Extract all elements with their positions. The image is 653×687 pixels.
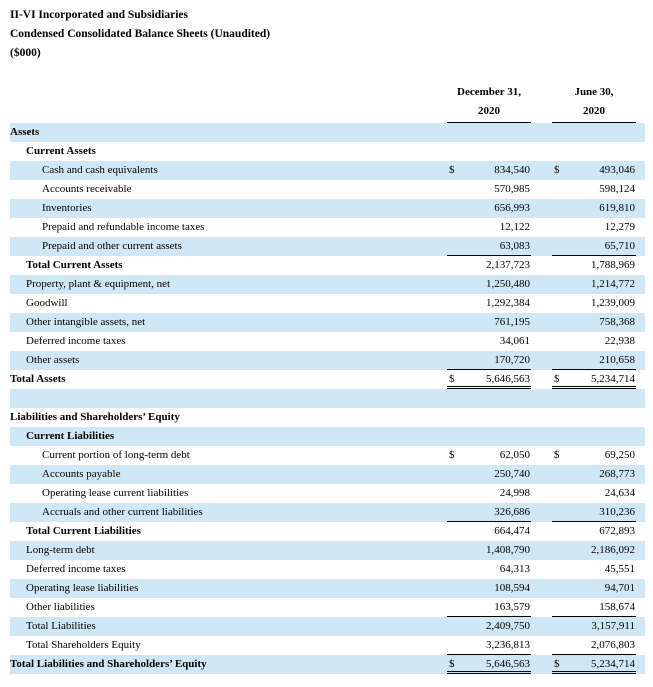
value-cell-jun-2020: [552, 275, 636, 294]
table-row: [0, 427, 653, 446]
row-label: Operating lease liabilities: [26, 582, 139, 594]
cell-value: 268,773: [599, 468, 635, 480]
row-label: Prepaid and refundable income taxes: [42, 221, 205, 233]
cell-value: 1,214,772: [591, 278, 635, 290]
table-row: [0, 541, 653, 560]
row-label: Operating lease current liabilities: [42, 487, 189, 499]
currency-symbol: $: [554, 164, 560, 176]
cell-value: 2,137,723: [486, 259, 530, 271]
cell-value: 22,938: [604, 335, 635, 347]
cell-value: 34,061: [499, 335, 530, 347]
table-row: [0, 313, 653, 332]
value-cell-jun-2020: [552, 617, 636, 636]
value-cell-dec-2020: [447, 579, 531, 598]
row-label: Deferred income taxes: [26, 335, 126, 347]
currency-symbol: $: [449, 373, 455, 385]
row-label: Other liabilities: [26, 601, 95, 613]
company-name: II-VI Incorporated and Subsidiaries: [10, 9, 188, 21]
value-cell-jun-2020: [552, 579, 636, 598]
value-cell-dec-2020: [447, 237, 531, 256]
table-row: [0, 465, 653, 484]
cell-value: 5,646,563: [486, 658, 530, 670]
row-label: Current portion of long-term debt: [42, 449, 190, 461]
cell-value: 250,740: [494, 468, 530, 480]
value-cell-jun-2020: [552, 503, 636, 522]
currency-symbol: $: [554, 373, 560, 385]
value-cell-dec-2020: [447, 199, 531, 218]
row-label: Cash and cash equivalents: [42, 164, 158, 176]
cell-value: 24,998: [499, 487, 530, 499]
value-cell-jun-2020: [552, 636, 636, 655]
cell-value: 758,368: [599, 316, 635, 328]
row-shading: [10, 389, 645, 408]
row-shading: [10, 351, 645, 370]
currency-symbol: $: [449, 658, 455, 670]
cell-value: 761,195: [494, 316, 530, 328]
row-label: Total Liabilities and Shareholders’ Equity: [10, 658, 207, 670]
value-cell-jun-2020: [552, 199, 636, 218]
table-row: [0, 522, 653, 541]
cell-value: 2,076,803: [591, 639, 635, 651]
row-label: Accounts payable: [42, 468, 121, 480]
table-row: [0, 142, 653, 161]
cell-value: 65,710: [604, 240, 635, 252]
row-label: Total Current Assets: [26, 259, 123, 271]
table-row: [0, 237, 653, 256]
table-row: [0, 218, 653, 237]
currency-symbol: $: [449, 449, 455, 461]
table-row: [0, 180, 653, 199]
row-shading: [10, 199, 645, 218]
value-cell-dec-2020: [447, 636, 531, 655]
table-row: [0, 598, 653, 617]
cell-value: 5,646,563: [486, 373, 530, 385]
cell-value: 493,046: [599, 164, 635, 176]
cell-value: 672,893: [599, 525, 635, 537]
value-cell-jun-2020: [552, 522, 636, 541]
table-row: [0, 294, 653, 313]
value-cell-jun-2020: [552, 332, 636, 351]
value-cell-dec-2020: [447, 446, 531, 465]
value-cell-dec-2020: [447, 370, 531, 389]
value-cell-jun-2020: [552, 465, 636, 484]
column-header-line1: December 31,: [457, 86, 521, 98]
table-row: [0, 256, 653, 275]
row-label: Inventories: [42, 202, 92, 214]
row-shading: [10, 617, 645, 636]
value-cell-jun-2020: [552, 370, 636, 389]
value-cell-jun-2020: [552, 237, 636, 256]
cell-value: 656,993: [494, 202, 530, 214]
table-row: [0, 579, 653, 598]
column-header-dec-2020: [447, 86, 531, 117]
cell-value: 12,279: [604, 221, 635, 233]
cell-value: 5,234,714: [591, 373, 635, 385]
table-row: [0, 617, 653, 636]
value-cell-dec-2020: [447, 484, 531, 503]
row-label: Goodwill: [26, 297, 68, 309]
value-cell-jun-2020: [552, 351, 636, 370]
value-cell-dec-2020: [447, 465, 531, 484]
cell-value: 94,701: [604, 582, 635, 594]
value-cell-dec-2020: [447, 560, 531, 579]
table-row: [0, 389, 653, 408]
row-label: Accruals and other current liabilities: [42, 506, 203, 518]
currency-symbol: $: [554, 449, 560, 461]
row-label: Liabilities and Shareholders’ Equity: [10, 411, 180, 423]
value-cell-dec-2020: [447, 256, 531, 275]
row-label: Assets: [10, 126, 40, 138]
row-label: Current Assets: [26, 145, 96, 157]
currency-symbol: $: [449, 164, 455, 176]
cell-value: 1,250,480: [486, 278, 530, 290]
cell-value: 45,551: [604, 563, 635, 575]
cell-value: 63,083: [499, 240, 530, 252]
value-cell-dec-2020: [447, 503, 531, 522]
row-label: Total Liabilities: [26, 620, 96, 632]
table-row: [0, 199, 653, 218]
value-cell-dec-2020: [447, 522, 531, 541]
value-cell-jun-2020: [552, 256, 636, 275]
value-cell-jun-2020: [552, 446, 636, 465]
table-row: [0, 408, 653, 427]
table-row: [0, 370, 653, 389]
cell-value: 598,124: [599, 183, 635, 195]
value-cell-dec-2020: [447, 617, 531, 636]
row-label: Other intangible assets, net: [26, 316, 146, 328]
row-shading: [10, 123, 645, 142]
table-row: [0, 655, 653, 674]
table-row: [0, 484, 653, 503]
table-row: [0, 161, 653, 180]
row-label: Property, plant & equipment, net: [26, 278, 171, 290]
table-row: [0, 560, 653, 579]
value-cell-jun-2020: [552, 560, 636, 579]
column-header-line2: 2020: [478, 105, 500, 117]
cell-value: 1,408,790: [486, 544, 530, 556]
value-cell-dec-2020: [447, 161, 531, 180]
cell-value: 1,292,384: [486, 297, 530, 309]
value-cell-dec-2020: [447, 218, 531, 237]
row-shading: [10, 541, 645, 560]
cell-value: 664,474: [494, 525, 530, 537]
value-cell-jun-2020: [552, 655, 636, 674]
value-cell-dec-2020: [447, 598, 531, 617]
currency-symbol: $: [554, 658, 560, 670]
cell-value: 163,579: [494, 601, 530, 613]
cell-value: 834,540: [494, 164, 530, 176]
value-cell-jun-2020: [552, 598, 636, 617]
table-row: [0, 123, 653, 142]
units-label: ($000): [10, 47, 41, 59]
cell-value: 1,788,969: [591, 259, 635, 271]
row-label: Deferred income taxes: [26, 563, 126, 575]
cell-value: 2,186,092: [591, 544, 635, 556]
cell-value: 12,122: [499, 221, 530, 233]
cell-value: 3,157,911: [591, 620, 635, 632]
value-cell-dec-2020: [447, 541, 531, 560]
value-cell-jun-2020: [552, 313, 636, 332]
value-cell-dec-2020: [447, 332, 531, 351]
value-cell-jun-2020: [552, 484, 636, 503]
value-cell-dec-2020: [447, 180, 531, 199]
row-label: Total Current Liabilities: [26, 525, 141, 537]
value-cell-jun-2020: [552, 218, 636, 237]
row-label: Long-term debt: [26, 544, 95, 556]
row-label: Total Shareholders Equity: [26, 639, 141, 651]
table-row: [0, 332, 653, 351]
cell-value: 158,674: [599, 601, 635, 613]
table-row: [0, 275, 653, 294]
cell-value: 5,234,714: [591, 658, 635, 670]
cell-value: 1,239,009: [591, 297, 635, 309]
cell-value: 108,594: [494, 582, 530, 594]
value-cell-dec-2020: [447, 313, 531, 332]
cell-value: 326,686: [494, 506, 530, 518]
cell-value: 570,985: [494, 183, 530, 195]
column-header-jun-2020: [552, 86, 636, 117]
cell-value: 619,810: [599, 202, 635, 214]
cell-value: 310,236: [599, 506, 635, 518]
row-label: Other assets: [26, 354, 80, 366]
column-header-line2: 2020: [583, 105, 605, 117]
value-cell-jun-2020: [552, 180, 636, 199]
row-label: Accounts receivable: [42, 183, 132, 195]
cell-value: 2,409,750: [486, 620, 530, 632]
cell-value: 170,720: [494, 354, 530, 366]
row-label: Prepaid and other current assets: [42, 240, 182, 252]
cell-value: 210,658: [599, 354, 635, 366]
column-header-line1: June 30,: [574, 86, 614, 98]
cell-value: 24,634: [604, 487, 635, 499]
value-cell-dec-2020: [447, 275, 531, 294]
cell-value: 64,313: [499, 563, 530, 575]
cell-value: 3,236,813: [486, 639, 530, 651]
row-label: Current Liabilities: [26, 430, 115, 442]
table-row: [0, 351, 653, 370]
value-cell-jun-2020: [552, 294, 636, 313]
value-cell-dec-2020: [447, 294, 531, 313]
value-cell-jun-2020: [552, 541, 636, 560]
value-cell-jun-2020: [552, 161, 636, 180]
statement-title: Condensed Consolidated Balance Sheets (Unaudited): [10, 28, 271, 40]
cell-value: 62,050: [499, 449, 530, 461]
table-row: [0, 636, 653, 655]
value-cell-dec-2020: [447, 351, 531, 370]
value-cell-dec-2020: [447, 655, 531, 674]
table-row: [0, 503, 653, 522]
cell-value: 69,250: [604, 449, 635, 461]
row-label: Total Assets: [10, 373, 66, 385]
table-row: [0, 446, 653, 465]
